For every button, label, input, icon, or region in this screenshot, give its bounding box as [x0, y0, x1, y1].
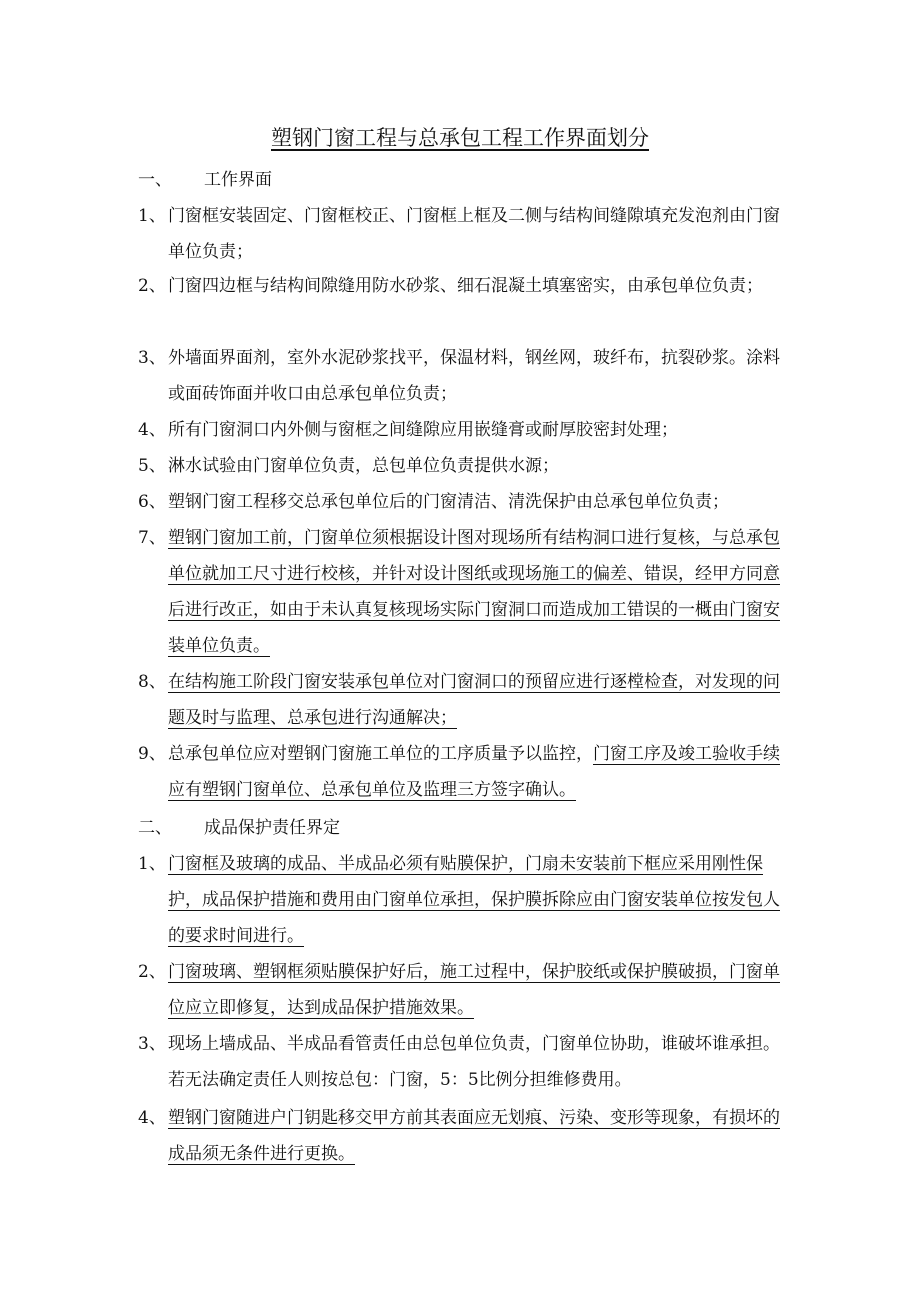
- item-number: 2、: [138, 276, 166, 296]
- item-text: 淋水试验由门窗单位负责，总包单位负责提供水源；: [168, 456, 559, 476]
- item-text: 门窗玻璃、塑钢框须贴膜保护好后，施工过程中，保护胶纸或保护膜破损，门窗单位应立即修复，达到成品保护措施效果。: [168, 962, 780, 1018]
- section-heading-2: [138, 810, 340, 846]
- list-item: [138, 268, 788, 304]
- list-item: [138, 1100, 788, 1172]
- item-text: 塑钢门窗加工前，门窗单位须根据设计图对现场所有结构洞口进行复核，与总承包单位就加工尺寸进行校核，并针对设计图纸或现场施工的偏差、错误，经甲方同意后进行改正，如由于未认真复核现场实际门窗洞口而造成加工错误的一概由门窗安装单位负责。: [168, 528, 780, 656]
- list-item: [138, 736, 788, 808]
- list-item: [138, 484, 788, 520]
- list-item: [138, 448, 788, 484]
- item-text: 塑钢门窗随进户门钥匙移交甲方前其表面应无划痕、污染、变形等现象，有损坏的成品须无条件进行更换。: [168, 1108, 780, 1164]
- item-number: 4、: [138, 1108, 166, 1128]
- item-text: [168, 736, 788, 808]
- list-item: [138, 412, 788, 448]
- item-number: 3、: [138, 1034, 166, 1054]
- list-item: [138, 664, 788, 736]
- item-number: 3、: [138, 348, 166, 368]
- list-item: [138, 1026, 788, 1098]
- item-text-underlined: 门窗工序及竣工验收手续应有塑钢门窗单位、总承包单位及监理三方签字确认。: [168, 744, 780, 800]
- item-number: 9、: [138, 744, 166, 764]
- item-number: 8、: [138, 672, 166, 692]
- item-text: 门窗四边框与结构间隙缝用防水砂浆、细石混凝土填塞密实，由承包单位负责；: [168, 276, 763, 296]
- list-item: [138, 520, 788, 664]
- list-item: [138, 198, 788, 270]
- section-number: 二、: [138, 818, 172, 838]
- item-text: 门窗框及玻璃的成品、半成品必须有贴膜保护，门扇未安装前下框应采用刚性保护，成品保护措施和费用由门窗单位承担，保护膜拆除应由门窗安装单位按发包人的要求时间进行。: [168, 854, 780, 946]
- section-heading-1: [138, 162, 272, 198]
- document-title: 塑钢门窗工程与总承包工程工作界面划分: [271, 126, 649, 150]
- section-title: 工作界面: [204, 170, 272, 190]
- item-text-plain: 总承包单位应对塑钢门窗施工单位的工序质量予以监控，: [168, 744, 593, 764]
- item-number: 6、: [138, 492, 166, 512]
- item-number: 5、: [138, 456, 166, 476]
- item-text: 外墙面界面剂，室外水泥砂浆找平，保温材料，钢丝网，玻纤布，抗裂砂浆。涂料或面砖饰面并收口由总承包单位负责；: [168, 348, 780, 404]
- item-number: 7、: [138, 528, 166, 548]
- item-text: 门窗框安装固定、门窗框校正、门窗框上框及二侧与结构间缝隙填充发泡剂由门窗单位负责；: [168, 206, 780, 262]
- item-text: 塑钢门窗工程移交总承包单位后的门窗清洁、清洗保护由总承包单位负责；: [168, 492, 729, 512]
- item-number: 1、: [138, 854, 166, 874]
- item-number: 1、: [138, 206, 166, 226]
- list-item: [138, 846, 788, 954]
- section-number: 一、: [138, 170, 172, 190]
- list-item: [138, 340, 788, 412]
- item-text: 现场上墙成品、半成品看管责任由总包单位负责，门窗单位协助，谁破坏谁承担。若无法确定责任人则按总包：门窗，5：5比例分担维修费用。: [168, 1034, 780, 1090]
- item-text: 所有门窗洞口内外侧与窗框之间缝隙应用嵌缝膏或耐厚胶密封处理；: [168, 420, 678, 440]
- list-item: [138, 954, 788, 1026]
- item-number: 2、: [138, 962, 166, 982]
- item-number: 4、: [138, 420, 166, 440]
- section-title: 成品保护责任界定: [204, 818, 340, 838]
- item-text: 在结构施工阶段门窗安装承包单位对门窗洞口的预留应进行逐樘检查，对发现的问题及时与监理、总承包进行沟通解决；: [168, 672, 780, 728]
